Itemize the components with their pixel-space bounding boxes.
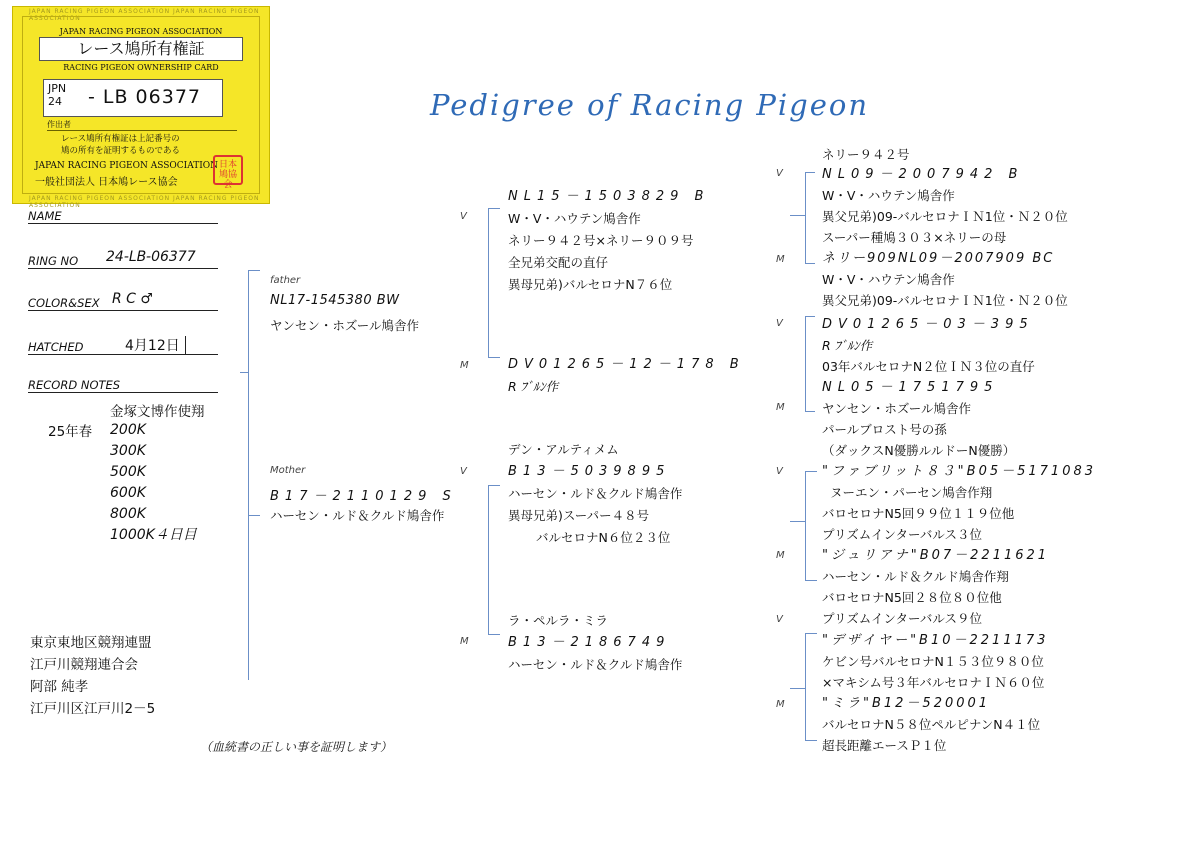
record-item: 300K: [110, 443, 146, 459]
record-list: [110, 420, 197, 546]
connector-line: [805, 316, 806, 412]
owner-address: 江戸川区江戸川2－5: [30, 701, 156, 717]
ring-row: [28, 250, 218, 269]
record-item: 800K: [110, 506, 146, 522]
sire-marker: V: [776, 614, 783, 625]
mother-ring: B17－2110129 S: [270, 489, 457, 504]
pedigree-note: （ダックスN優勝ルルドーN優勝）: [822, 443, 1016, 458]
connector-line: [488, 357, 500, 358]
connector-line: [790, 215, 805, 216]
card-cert-line: 鳩の所有を証明するものである: [61, 146, 181, 156]
record-season: 25年春: [48, 424, 93, 440]
pedigree-note: バロセロナN5回２８位８０位他: [822, 590, 1002, 605]
color-sex-value: R C ♂: [112, 291, 153, 307]
ring-value: 24-LB-06377: [106, 249, 196, 265]
father-ring: NL17-1545380 BW: [270, 293, 400, 308]
color-sex-row: [28, 292, 218, 311]
page-title: Pedigree of Racing Pigeon: [430, 88, 870, 122]
sire-marker: V: [776, 466, 783, 477]
grandsire-maternal: [508, 461, 682, 549]
card-certification: [61, 133, 180, 157]
card-association-top: JAPAN RACING PIGEON ASSOCIATION: [59, 27, 223, 36]
pedigree-ring: "ファブリット８３"B05－5171083: [822, 464, 1097, 479]
granddam-maternal: [508, 632, 682, 676]
card-rim-text-bottom: JAPAN RACING PIGEON ASSOCIATION JAPAN RACING PIGEON ASSOCIATION: [29, 195, 260, 209]
mother-breeder: ハーセン・ルド＆クルド鳩舎作: [270, 508, 445, 523]
pedigree-note: 超長距離エースＰ１位: [822, 738, 947, 753]
pedigree-ring: B13－2186749: [508, 635, 671, 650]
pedigree-note: バルセロナN５８位ペルピナンN４１位: [822, 717, 1041, 732]
card-rim-text: JAPAN RACING PIGEON ASSOCIATION JAPAN RACING PIGEON ASSOCIATION: [29, 8, 260, 22]
pedigree-ring: NL05－1751795: [822, 380, 999, 395]
connector-line: [805, 580, 817, 581]
connector-line: [805, 316, 815, 317]
card-seal-stamp: 日本鳩協会: [213, 155, 243, 185]
connector-line: [805, 411, 815, 412]
pedigree-breeder: ハーセン・ルド＆クルド鳩舎作: [508, 657, 683, 672]
hatched-value: 4月12日: [125, 338, 180, 354]
pedigree-ring: DV01265－03－395: [822, 317, 1034, 332]
name-label: NAME: [28, 209, 218, 224]
connector-line: [488, 208, 489, 358]
hatched-row: [28, 336, 218, 355]
connector-line: [790, 688, 805, 689]
connector-line: [488, 634, 500, 635]
pedigree-note: 異父兄弟)09-バルセロナＩＮ1位・Ｎ２０位: [822, 293, 1068, 308]
pedigree-breeder: W・V・ハウテン鳩舎作: [822, 272, 955, 287]
pedigree-note: 03年バルセロナN２位ＩＮ３位の直仔: [822, 359, 1035, 374]
owner-club: 江戸川競翔連合会: [30, 657, 138, 673]
connector-line: [805, 633, 806, 741]
great-grandparents-fm: [822, 314, 1035, 461]
mother-label: Mother: [270, 465, 306, 476]
record-item: 1000K４日目: [110, 527, 197, 543]
record-item: 200K: [110, 422, 146, 438]
record-owner: 金塚文博作使翔: [110, 404, 205, 420]
card-prefix-year: 24: [48, 95, 62, 108]
connector-line: [488, 485, 489, 635]
owner-name: 阿部 純孝: [30, 679, 89, 695]
sire-marker: V: [776, 318, 783, 329]
dam-marker: M: [776, 699, 785, 710]
card-title: レース鳩所有権証: [39, 37, 243, 61]
connector-line: [805, 471, 817, 472]
great-grandparents-ff: [822, 164, 1068, 311]
card-association-en: JAPAN RACING PIGEON ASSOCIATION: [35, 161, 219, 171]
great-grandparents-mf: [822, 461, 1096, 629]
sire-marker: V: [460, 211, 467, 222]
connector-line: [805, 172, 806, 264]
grandsire-paternal: [508, 186, 709, 296]
pedigree-breeder: ヤンセン・ホズール鳩舎作: [822, 401, 972, 416]
pedigree-ring: NL15－1503829 B: [508, 189, 710, 204]
great-grandparents-mm: [822, 630, 1048, 756]
ring-label: RING NO: [28, 254, 79, 268]
granddam-paternal: [508, 354, 745, 398]
connector-line: [248, 270, 249, 680]
connector-line: [488, 208, 500, 209]
connector-line: [805, 172, 815, 173]
pedigree-note: プリズムインターバルス９位: [822, 611, 983, 626]
card-ring-box: [43, 79, 223, 117]
card-ring-number: - LB 06377: [88, 86, 201, 108]
pedigree-breeder: W・V・ハウテン鳩舎作: [508, 211, 641, 226]
card-prefix-country: JPN: [48, 82, 67, 95]
pedigree-ring: ネリー909NL09－2007909 BC: [822, 251, 1055, 266]
owner-block: [30, 632, 155, 720]
pedigree-ring: DV01265－12－178 B: [508, 357, 745, 372]
card-cert-line: レース鳩所有権証は上記番号の: [61, 134, 180, 144]
pedigree-breeder: R ﾌﾞﾙﾝ作: [508, 379, 559, 394]
dam-marker: M: [460, 636, 469, 647]
granddam-maternal-name: ラ・ペルラ・ミラ: [508, 613, 609, 628]
certification-note: （血統書の正しい事を証明します）: [200, 740, 393, 754]
hatched-divider: [185, 336, 186, 354]
pedigree-note: 異母兄弟)スーパー４８号: [508, 508, 650, 523]
pedigree-ring: "ミラ"B12－520001: [822, 696, 991, 711]
connector-line: [248, 515, 260, 516]
sire-marker: V: [460, 466, 467, 477]
hatched-label: HATCHED: [28, 340, 84, 354]
dam-marker: M: [460, 360, 469, 371]
owner-federation: 東京東地区競翔連盟: [30, 635, 152, 651]
pedigree-note: パールブロスト号の孫: [822, 422, 947, 437]
grandsire-maternal-name: デン・アルティメム: [508, 442, 619, 457]
father-breeder: ヤンセン・ホズール鳩舎作: [270, 318, 420, 333]
connector-line: [488, 485, 500, 486]
pedigree-note: ケビン号バルセロナN１５３位９８０位: [822, 654, 1044, 669]
card-association-jp: 一般社団法人 日本鳩レース協会: [35, 177, 178, 188]
record-item: 600K: [110, 485, 146, 501]
pedigree-breeder: ハーセン・ルド＆クルド鳩舎作翔: [822, 569, 1009, 584]
pedigree-note: スーパー種鳩３０３×ネリーの母: [822, 230, 1007, 245]
pedigree-ring: NL09－2007942 B: [822, 167, 1024, 182]
ggs-name: ネリー９４２号: [822, 147, 910, 162]
pedigree-note: 異母兄弟)バルセロナN７６位: [508, 277, 673, 292]
connector-line: [805, 263, 815, 264]
connector-line: [790, 521, 805, 522]
connector-line: [805, 633, 817, 634]
pedigree-note: プリズムインターバルス３位: [822, 527, 983, 542]
pedigree-breeder: R ﾌﾞﾙﾝ作: [822, 338, 873, 353]
pedigree-ring: "ジュリアナ"B07－2211621: [822, 548, 1050, 563]
record-item: 500K: [110, 464, 146, 480]
dam-marker: M: [776, 550, 785, 561]
connector-line: [805, 740, 817, 741]
pedigree-note: 全兄弟交配の直仔: [508, 255, 609, 270]
card-breeder-label: 作出者: [47, 120, 71, 129]
pedigree-breeder: ヌーエン・パーセン鳩舎作翔: [822, 485, 993, 500]
pedigree-breeder: W・V・ハウテン鳩舎作: [822, 188, 955, 203]
pedigree-note: ネリー９４２号×ネリー９０９号: [508, 233, 694, 248]
pedigree-note: バロセロナN5回９９位１１９位他: [822, 506, 1015, 521]
pedigree-breeder: ハーセン・ルド＆クルド鳩舎作: [508, 486, 683, 501]
pedigree-note: 異父兄弟)09-バルセロナＩＮ1位・Ｎ２０位: [822, 209, 1068, 224]
pedigree-ring: "デザイヤー"B10－2211173: [822, 633, 1049, 648]
connector-line: [248, 270, 260, 271]
record-notes-label: RECORD NOTES: [28, 378, 218, 393]
ownership-card: [12, 6, 270, 209]
pedigree-note: バルセロナN６位２３位: [536, 530, 671, 545]
card-breeder-line: [47, 130, 237, 131]
card-subtitle: RACING PIGEON OWNERSHIP CARD: [63, 63, 219, 72]
dam-marker: M: [776, 402, 785, 413]
color-sex-label: COLOR&SEX: [28, 296, 100, 310]
pedigree-ring: B13－5039895: [508, 464, 671, 479]
connector-line: [805, 471, 806, 581]
connector-line: [240, 372, 248, 373]
card-ring-prefix: [48, 82, 66, 108]
sire-marker: V: [776, 168, 783, 179]
dam-marker: M: [776, 254, 785, 265]
pedigree-note: ×マキシム号３年バルセロナＩＮ６０位: [822, 675, 1045, 690]
father-label: father: [270, 275, 301, 286]
